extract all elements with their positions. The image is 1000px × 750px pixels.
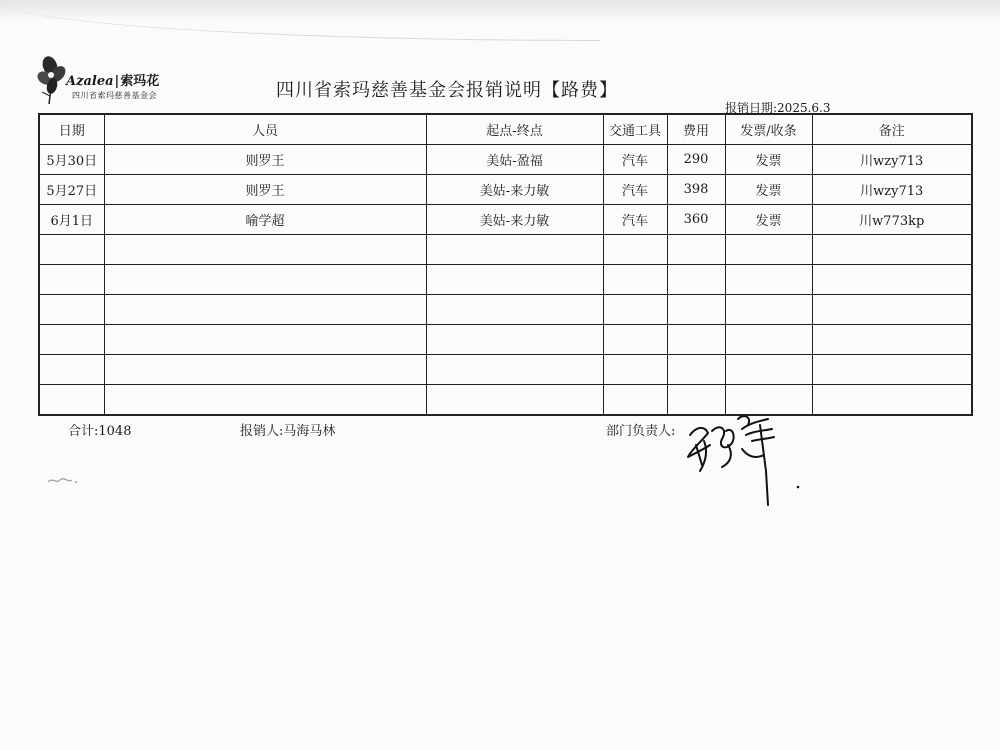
cell-receipt [725, 295, 812, 325]
cell-person [104, 295, 426, 325]
form-title: 四川省索玛慈善基金会报销说明【路费】 [276, 80, 618, 101]
cell-transport: 汽车 [603, 175, 667, 205]
header-route: 起点-终点 [426, 114, 603, 145]
reporter-name: 马海马林 [283, 424, 336, 439]
cell-remarks [812, 325, 972, 355]
cell-person [104, 325, 426, 355]
cell-cost [667, 295, 725, 325]
table-row [39, 325, 972, 355]
cell-date [39, 295, 104, 325]
cell-transport [603, 235, 667, 265]
total-label: 合计: [68, 424, 99, 439]
cell-cost [667, 235, 725, 265]
department-head-label: 部门负责人: [606, 424, 676, 439]
header-transport: 交通工具 [603, 114, 667, 145]
foundation-logo [36, 54, 166, 106]
table-row [39, 265, 972, 295]
azalea-flower-icon [36, 54, 70, 106]
header-person: 人员 [104, 114, 426, 145]
cell-person [104, 265, 426, 295]
cell-remarks [812, 385, 972, 416]
header-receipt: 发票/收条 [725, 114, 812, 145]
cell-date [39, 385, 104, 416]
cell-route: 美姑-盈福 [426, 145, 603, 175]
logo-subtitle: 四川省索玛慈善基金会 [72, 91, 157, 100]
cell-date [39, 325, 104, 355]
cell-transport [603, 385, 667, 416]
cell-cost: 360 [667, 205, 725, 235]
cell-cost [667, 265, 725, 295]
report-date-value: 2025.6.3 [777, 101, 831, 115]
cell-receipt [725, 235, 812, 265]
scan-fold-line [0, 0, 600, 41]
table-row [39, 235, 972, 265]
cell-receipt [725, 265, 812, 295]
cell-remarks [812, 265, 972, 295]
cell-remarks: 川w773kp [812, 205, 972, 235]
cell-cost [667, 325, 725, 355]
cell-person: 则罗王 [104, 145, 426, 175]
expense-table [38, 113, 973, 416]
cell-receipt [725, 325, 812, 355]
cell-cost [667, 355, 725, 385]
cell-receipt: 发票 [725, 205, 812, 235]
logo-separator: | [114, 74, 120, 89]
table-row [39, 385, 972, 416]
logo-wordmark [66, 70, 159, 89]
cell-date: 6月1日 [39, 205, 104, 235]
logo-chinese-name: 索玛花 [120, 74, 160, 89]
header-remarks: 备注 [812, 114, 972, 145]
cell-cost: 290 [667, 145, 725, 175]
ink-smudge [46, 474, 80, 486]
reporter-label: 报销人: [240, 424, 284, 439]
cell-transport: 汽车 [603, 145, 667, 175]
total-amount [68, 420, 131, 439]
table-row [39, 355, 972, 385]
cell-route [426, 235, 603, 265]
cell-person [104, 385, 426, 416]
cell-remarks [812, 295, 972, 325]
table-row [39, 175, 972, 205]
cell-transport [603, 265, 667, 295]
handwritten-signature [682, 405, 802, 510]
total-value: 1048 [98, 424, 132, 439]
cell-transport [603, 295, 667, 325]
cell-person: 则罗王 [104, 175, 426, 205]
cell-person: 喻学超 [104, 205, 426, 235]
cell-remarks [812, 235, 972, 265]
cell-transport: 汽车 [603, 205, 667, 235]
cell-date [39, 235, 104, 265]
reporter [240, 420, 335, 439]
cell-remarks: 川wzy713 [812, 145, 972, 175]
logo-latin-name: Azalea [66, 74, 114, 89]
report-date-label: 报销日期: [725, 101, 778, 115]
cell-date [39, 265, 104, 295]
cell-receipt: 发票 [725, 145, 812, 175]
cell-receipt: 发票 [725, 175, 812, 205]
cell-receipt [725, 355, 812, 385]
department-head [606, 420, 675, 439]
table-row [39, 295, 972, 325]
cell-route [426, 265, 603, 295]
cell-transport [603, 355, 667, 385]
cell-cost: 398 [667, 175, 725, 205]
cell-route [426, 385, 603, 416]
cell-date: 5月27日 [39, 175, 104, 205]
cell-transport [603, 325, 667, 355]
header-cost: 费用 [667, 114, 725, 145]
cell-route [426, 295, 603, 325]
cell-route: 美姑-来力敏 [426, 205, 603, 235]
cell-person [104, 235, 426, 265]
table-header-row [39, 114, 972, 145]
cell-route [426, 325, 603, 355]
cell-date: 5月30日 [39, 145, 104, 175]
cell-remarks [812, 355, 972, 385]
table-row [39, 145, 972, 175]
cell-date [39, 355, 104, 385]
table-row [39, 205, 972, 235]
cell-person [104, 355, 426, 385]
cell-route [426, 355, 603, 385]
header-date: 日期 [39, 114, 104, 145]
cell-route: 美姑-来力敏 [426, 175, 603, 205]
cell-remarks: 川wzy713 [812, 175, 972, 205]
